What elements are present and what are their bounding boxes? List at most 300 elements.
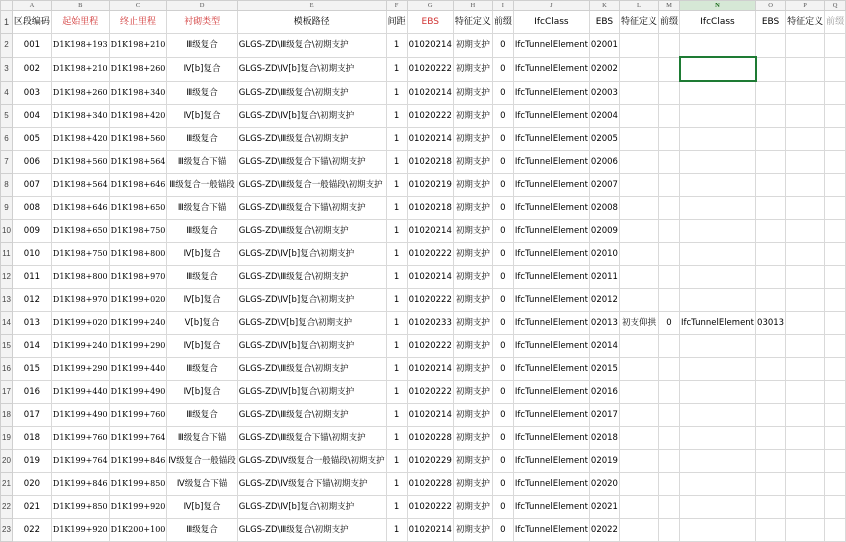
cell[interactable] [658,427,679,450]
cell[interactable]: 初期支护 [453,427,492,450]
cell[interactable]: 02019 [589,450,619,473]
cell[interactable] [825,105,846,128]
cell[interactable]: 01020229 [407,450,453,473]
cell[interactable]: GLGS-ZD\Ⅳ级复合下锚\初期支护 [237,473,386,496]
cell[interactable]: 0 [492,473,513,496]
cell[interactable]: 02017 [589,404,619,427]
column-header-f[interactable]: F [386,1,407,11]
cell[interactable]: 0 [492,427,513,450]
cell[interactable] [756,128,786,151]
header-cell[interactable]: 特征定义 [453,11,492,34]
cell[interactable] [786,174,825,197]
cell[interactable] [680,450,756,473]
cell[interactable] [825,128,846,151]
row-header[interactable]: 12 [1,266,13,289]
cell[interactable]: 01020219 [407,174,453,197]
cell[interactable]: IfcTunnelElement [513,289,589,312]
header-cell[interactable]: IfcClass [513,11,589,34]
row-header[interactable]: 3 [1,57,13,81]
cell[interactable] [619,381,658,404]
cell[interactable]: GLGS-ZD\Ⅲ级复合下锚\初期支护 [237,197,386,220]
cell[interactable] [658,496,679,519]
cell[interactable] [786,289,825,312]
cell[interactable] [825,473,846,496]
cell[interactable]: IfcTunnelElement [513,312,589,335]
cell[interactable]: 01020214 [407,519,453,542]
cell[interactable]: 02006 [589,151,619,174]
cell[interactable] [786,197,825,220]
cell[interactable]: D1K198+750 [51,243,109,266]
cell[interactable]: Ⅳ[b]复合 [167,335,237,358]
cell[interactable] [658,151,679,174]
cell[interactable] [658,289,679,312]
cell[interactable]: 008 [12,197,51,220]
cell[interactable] [756,57,786,81]
cell[interactable] [619,34,658,58]
cell[interactable]: 018 [12,427,51,450]
cell[interactable]: 1 [386,519,407,542]
cell[interactable]: Ⅴ[b]复合 [167,312,237,335]
cell[interactable] [825,335,846,358]
header-cell[interactable]: IfcClass [680,11,756,34]
cell[interactable] [825,496,846,519]
cell[interactable]: GLGS-ZD\Ⅳ级复合一般锚段\初期支护 [237,450,386,473]
header-cell[interactable]: 终止里程 [109,11,167,34]
cell[interactable]: GLGS-ZD\Ⅳ[b]复合\初期支护 [237,289,386,312]
cell[interactable]: 02004 [589,105,619,128]
cell[interactable] [786,473,825,496]
cell[interactable] [680,496,756,519]
cell[interactable] [825,151,846,174]
cell[interactable]: D1K198+970 [109,266,167,289]
cell[interactable]: IfcTunnelElement [513,174,589,197]
cell[interactable]: 021 [12,496,51,519]
cell[interactable] [658,128,679,151]
cell[interactable]: 1 [386,427,407,450]
cell[interactable]: 1 [386,335,407,358]
cell[interactable] [619,473,658,496]
cell[interactable]: 02014 [589,335,619,358]
cell[interactable] [756,427,786,450]
cell[interactable]: Ⅳ[b]复合 [167,105,237,128]
cell[interactable]: 01020214 [407,266,453,289]
header-cell[interactable]: 特征定义 [786,11,825,34]
cell[interactable] [680,105,756,128]
cell[interactable] [680,57,756,81]
cell[interactable]: 初期支护 [453,220,492,243]
header-cell[interactable]: EBS [407,11,453,34]
cell[interactable] [619,519,658,542]
cell[interactable] [825,57,846,81]
cell[interactable]: 0 [492,34,513,58]
cell[interactable]: 01020233 [407,312,453,335]
cell[interactable]: GLGS-ZD\Ⅳ[b]复合\初期支护 [237,105,386,128]
cell[interactable] [756,289,786,312]
cell[interactable]: GLGS-ZD\Ⅲ级复合\初期支护 [237,34,386,58]
select-all-corner[interactable] [1,1,13,11]
cell[interactable]: 02001 [589,34,619,58]
column-header-l[interactable]: L [619,1,658,11]
cell[interactable] [756,243,786,266]
cell[interactable]: 1 [386,128,407,151]
row-header[interactable]: 2 [1,34,13,58]
cell[interactable] [756,220,786,243]
cell[interactable]: 002 [12,57,51,81]
cell[interactable]: 1 [386,220,407,243]
row-header[interactable]: 23 [1,519,13,542]
cell[interactable] [680,335,756,358]
cell[interactable]: 02011 [589,266,619,289]
cell[interactable]: IfcTunnelElement [513,197,589,220]
cell[interactable] [658,81,679,105]
cell[interactable]: 初期支护 [453,404,492,427]
cell[interactable]: 012 [12,289,51,312]
cell[interactable] [786,243,825,266]
column-header-a[interactable]: A [12,1,51,11]
cell[interactable] [786,335,825,358]
cell[interactable]: Ⅲ级复合 [167,519,237,542]
cell[interactable]: 003 [12,81,51,105]
cell[interactable] [786,151,825,174]
cell[interactable]: D1K199+440 [109,358,167,381]
cell[interactable]: IfcTunnelElement [513,473,589,496]
cell[interactable] [680,404,756,427]
cell[interactable]: D1K198+646 [51,197,109,220]
cell[interactable]: Ⅳ[b]复合 [167,243,237,266]
cell[interactable]: 初期支护 [453,243,492,266]
cell[interactable]: 01020222 [407,335,453,358]
cell[interactable]: D1K199+760 [51,427,109,450]
cell[interactable]: D1K198+420 [51,128,109,151]
cell[interactable]: 011 [12,266,51,289]
cell[interactable]: IfcTunnelElement [513,404,589,427]
cell[interactable]: 01020214 [407,220,453,243]
cell[interactable]: D1K199+490 [109,381,167,404]
cell[interactable]: IfcTunnelElement [513,381,589,404]
cell[interactable]: 01020228 [407,473,453,496]
row-header[interactable]: 11 [1,243,13,266]
cell[interactable]: Ⅲ级复合下锚 [167,151,237,174]
cell[interactable]: Ⅲ级复合下锚 [167,197,237,220]
cell[interactable] [619,57,658,81]
cell[interactable]: 1 [386,496,407,519]
cell[interactable]: Ⅲ级复合 [167,34,237,58]
cell[interactable]: GLGS-ZD\Ⅲ级复合\初期支护 [237,128,386,151]
cell[interactable] [680,519,756,542]
header-cell[interactable]: 模板路径 [237,11,386,34]
cell[interactable]: 初期支护 [453,34,492,58]
cell[interactable]: 02010 [589,243,619,266]
cell[interactable]: 01020214 [407,81,453,105]
cell[interactable]: 02020 [589,473,619,496]
column-header-j[interactable]: J [513,1,589,11]
cell[interactable] [658,57,679,81]
cell[interactable]: Ⅲ级复合 [167,404,237,427]
column-header-b[interactable]: B [51,1,109,11]
cell[interactable]: 1 [386,266,407,289]
cell[interactable]: 初期支护 [453,105,492,128]
cell[interactable]: 006 [12,151,51,174]
column-header-g[interactable]: G [407,1,453,11]
cell[interactable]: 01020214 [407,34,453,58]
cell[interactable] [619,335,658,358]
cell[interactable]: 1 [386,197,407,220]
cell[interactable]: 初期支护 [453,197,492,220]
cell[interactable]: 01020218 [407,197,453,220]
cell[interactable]: 02002 [589,57,619,81]
cell[interactable]: 初期支护 [453,266,492,289]
cell[interactable]: 02007 [589,174,619,197]
cell[interactable]: D1K198+650 [109,197,167,220]
cell[interactable]: GLGS-ZD\Ⅳ[b]复合\初期支护 [237,57,386,81]
cell[interactable] [756,496,786,519]
cell[interactable] [756,358,786,381]
column-header-p[interactable]: P [786,1,825,11]
cell[interactable]: 0 [492,381,513,404]
cell[interactable]: 初期支护 [453,381,492,404]
cell[interactable]: GLGS-ZD\Ⅳ[b]复合\初期支护 [237,243,386,266]
cell[interactable]: D1K198+210 [51,57,109,81]
cell[interactable] [756,151,786,174]
cell[interactable]: IfcTunnelElement [513,496,589,519]
row-header[interactable]: 22 [1,496,13,519]
cell[interactable] [619,197,658,220]
cell[interactable] [619,243,658,266]
cell[interactable]: 016 [12,381,51,404]
cell[interactable] [756,174,786,197]
cell[interactable]: D1K199+850 [51,496,109,519]
cell[interactable] [786,57,825,81]
cell[interactable] [619,81,658,105]
cell[interactable]: 初期支护 [453,57,492,81]
cell[interactable]: Ⅳ[b]复合 [167,381,237,404]
cell[interactable]: 0 [492,105,513,128]
cell[interactable] [658,243,679,266]
cell[interactable]: 02018 [589,427,619,450]
column-header-m[interactable]: M [658,1,679,11]
cell[interactable]: 初期支护 [453,358,492,381]
cell[interactable]: D1K199+290 [51,358,109,381]
cell[interactable]: IfcTunnelElement [513,519,589,542]
cell[interactable]: 020 [12,473,51,496]
cell[interactable]: Ⅳ[b]复合 [167,289,237,312]
cell[interactable] [619,105,658,128]
cell[interactable]: Ⅲ级复合 [167,128,237,151]
cell[interactable]: 1 [386,450,407,473]
cell[interactable]: 0 [492,81,513,105]
cell[interactable]: 02012 [589,289,619,312]
cell[interactable] [658,174,679,197]
column-header-n[interactable]: N [680,1,756,11]
cell[interactable]: Ⅳ[b]复合 [167,496,237,519]
row-header[interactable]: 5 [1,105,13,128]
cell[interactable]: 0 [492,197,513,220]
cell[interactable]: 013 [12,312,51,335]
header-cell[interactable]: EBS [756,11,786,34]
cell[interactable] [786,81,825,105]
cell[interactable]: D1K198+750 [109,220,167,243]
cell[interactable]: D1K199+240 [109,312,167,335]
cell[interactable]: 1 [386,57,407,81]
cell[interactable]: 初期支护 [453,450,492,473]
column-header-d[interactable]: D [167,1,237,11]
row-header[interactable]: 6 [1,128,13,151]
row-header[interactable]: 13 [1,289,13,312]
cell[interactable] [786,519,825,542]
row-header[interactable]: 20 [1,450,13,473]
cell[interactable]: D1K198+800 [109,243,167,266]
cell[interactable]: 02005 [589,128,619,151]
cell[interactable] [756,519,786,542]
cell[interactable] [825,427,846,450]
cell[interactable] [825,381,846,404]
header-cell[interactable]: 特征定义 [619,11,658,34]
cell[interactable]: GLGS-ZD\Ⅲ级复合\初期支护 [237,220,386,243]
cell[interactable] [756,450,786,473]
cell[interactable]: D1K199+020 [109,289,167,312]
header-cell[interactable]: 间距 [386,11,407,34]
cell[interactable]: 001 [12,34,51,58]
cell[interactable]: GLGS-ZD\Ⅲ级复合\初期支护 [237,266,386,289]
cell[interactable] [825,404,846,427]
cell[interactable]: D1K199+846 [51,473,109,496]
cell[interactable] [825,197,846,220]
column-header-i[interactable]: I [492,1,513,11]
cell[interactable]: D1K199+020 [51,312,109,335]
cell[interactable] [619,358,658,381]
header-cell[interactable]: 前缀 [825,11,846,34]
cell[interactable] [786,358,825,381]
cell[interactable] [825,312,846,335]
cell[interactable]: 0 [492,220,513,243]
cell[interactable]: 01020228 [407,427,453,450]
cell[interactable]: 1 [386,358,407,381]
column-header-e[interactable]: E [237,1,386,11]
cell[interactable]: 1 [386,289,407,312]
cell[interactable]: 01020214 [407,404,453,427]
cell[interactable] [619,289,658,312]
cell[interactable]: D1K200+100 [109,519,167,542]
cell[interactable] [680,266,756,289]
cell[interactable]: D1K199+760 [109,404,167,427]
cell[interactable]: 初期支护 [453,174,492,197]
cell[interactable] [680,243,756,266]
cell[interactable] [680,381,756,404]
cell[interactable] [756,404,786,427]
cell[interactable]: Ⅳ级复合一般锚段 [167,450,237,473]
row-header[interactable]: 15 [1,335,13,358]
cell[interactable] [680,81,756,105]
cell[interactable]: GLGS-ZD\Ⅲ级复合下锚\初期支护 [237,427,386,450]
cell[interactable]: 015 [12,358,51,381]
cell[interactable]: 0 [492,151,513,174]
cell[interactable]: IfcTunnelElement [513,81,589,105]
cell[interactable]: 0 [492,243,513,266]
column-header-q[interactable]: Q [825,1,846,11]
cell[interactable] [825,450,846,473]
cell[interactable]: 004 [12,105,51,128]
cell[interactable]: D1K199+764 [109,427,167,450]
cell[interactable]: IfcTunnelElement [513,358,589,381]
cell[interactable] [786,404,825,427]
cell[interactable] [825,174,846,197]
cell[interactable]: D1K198+650 [51,220,109,243]
row-header[interactable]: 4 [1,81,13,105]
cell[interactable] [756,105,786,128]
column-header-o[interactable]: O [756,1,786,11]
cell[interactable]: GLGS-ZD\Ⅳ[b]复合\初期支护 [237,381,386,404]
cell[interactable] [825,289,846,312]
cell[interactable]: Ⅲ级复合下锚 [167,427,237,450]
cell[interactable]: GLGS-ZD\Ⅳ[b]复合\初期支护 [237,335,386,358]
cell[interactable]: 初期支护 [453,519,492,542]
cell[interactable]: 02021 [589,496,619,519]
cell[interactable]: D1K198+193 [51,34,109,58]
cell[interactable]: 01020214 [407,358,453,381]
cell[interactable]: 0 [492,335,513,358]
cell[interactable]: D1K198+800 [51,266,109,289]
row-header[interactable]: 10 [1,220,13,243]
cell[interactable]: IfcTunnelElement [513,450,589,473]
cell[interactable] [619,496,658,519]
cell[interactable]: 初期支护 [453,496,492,519]
cell[interactable] [786,266,825,289]
cell[interactable] [680,220,756,243]
cell[interactable]: D1K199+850 [109,473,167,496]
cell[interactable] [619,266,658,289]
cell[interactable] [658,519,679,542]
header-cell[interactable]: 起始里程 [51,11,109,34]
cell[interactable] [658,335,679,358]
cell[interactable] [825,34,846,58]
cell[interactable]: D1K199+764 [51,450,109,473]
column-header-k[interactable]: K [589,1,619,11]
cell[interactable] [658,34,679,58]
cell[interactable]: GLGS-ZD\Ⅳ[b]复合\初期支护 [237,496,386,519]
cell[interactable]: 0 [492,358,513,381]
cell[interactable]: IfcTunnelElement [513,151,589,174]
cell[interactable]: D1K198+560 [51,151,109,174]
cell[interactable] [658,358,679,381]
cell[interactable]: 初期支护 [453,473,492,496]
cell[interactable]: 0 [492,57,513,81]
row-header[interactable]: 18 [1,404,13,427]
cell[interactable] [658,450,679,473]
header-cell[interactable]: 区段编码 [12,11,51,34]
cell[interactable]: GLGS-ZD\Ⅲ级复合\初期支护 [237,81,386,105]
cell[interactable]: Ⅳ[b]复合 [167,57,237,81]
cell[interactable]: D1K198+210 [109,34,167,58]
cell[interactable]: 02015 [589,358,619,381]
cell[interactable]: D1K199+920 [51,519,109,542]
cell[interactable]: 02009 [589,220,619,243]
cell[interactable] [658,404,679,427]
cell[interactable]: 1 [386,312,407,335]
cell[interactable]: Ⅲ级复合 [167,81,237,105]
cell[interactable] [658,105,679,128]
cell[interactable]: Ⅲ级复合 [167,220,237,243]
cell[interactable] [619,128,658,151]
cell[interactable] [825,358,846,381]
cell[interactable] [756,81,786,105]
cell[interactable]: 1 [386,381,407,404]
cell[interactable]: GLGS-ZD\Ⅲ级复合\初期支护 [237,519,386,542]
cell[interactable]: D1K198+260 [109,57,167,81]
cell[interactable]: D1K198+646 [109,174,167,197]
cell[interactable] [658,266,679,289]
cell[interactable]: 02003 [589,81,619,105]
cell[interactable]: 022 [12,519,51,542]
